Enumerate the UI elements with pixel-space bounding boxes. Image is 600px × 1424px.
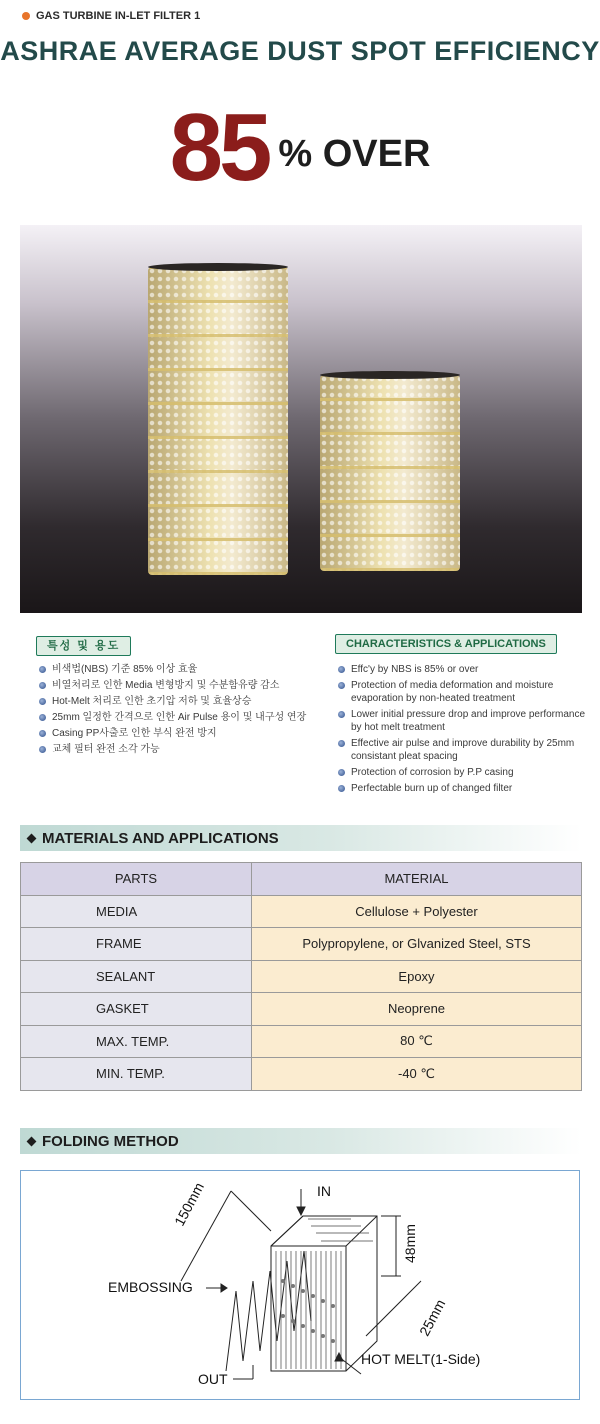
dim-25-label: 25mm — [416, 1296, 449, 1339]
hot-melt-label: HOT MELT(1-Side) — [361, 1351, 481, 1367]
list-item: Protection of corrosion by P.P casing — [337, 766, 587, 779]
dim-48-label: 48mm — [402, 1224, 418, 1263]
efficiency-hero — [0, 86, 600, 201]
list-item: 교체 필터 완전 소각 가능 — [38, 743, 313, 756]
orange-bullet-icon — [22, 12, 30, 20]
part-cell: FRAME — [21, 928, 252, 961]
hero-suffix: % OVER — [278, 133, 431, 175]
table-row — [21, 1025, 582, 1058]
part-cell: GASKET — [21, 993, 252, 1026]
hero-number: 85 — [169, 94, 269, 201]
list-item: Protection of media deformation and moisture evaporation by non-heated treatment — [337, 679, 587, 705]
features-en-heading: CHARACTERISTICS & APPLICATIONS — [335, 634, 557, 654]
features-ko-heading: 특성 및 용도 — [36, 636, 131, 656]
list-item: Effc'y by NBS is 85% or over — [337, 663, 587, 676]
table-row — [21, 928, 582, 961]
material-cell: Cellulose + Polyester — [252, 895, 582, 928]
part-cell: SEALANT — [21, 960, 252, 993]
folding-section-header — [20, 1128, 582, 1154]
pleat-pack-outline — [271, 1216, 377, 1371]
column-header-material: MATERIAL — [252, 863, 582, 896]
table-row — [21, 993, 582, 1026]
large-filter-cartridge — [148, 267, 288, 575]
features-ko-list — [38, 663, 313, 759]
column-header-parts: PARTS — [21, 863, 252, 896]
page-title: ASHRAE AVERAGE DUST SPOT EFFICIENCY — [0, 36, 600, 66]
in-label: IN — [317, 1183, 331, 1199]
table-header-row — [21, 863, 582, 896]
table-row — [21, 895, 582, 928]
part-cell: MIN. TEMP. — [21, 1058, 252, 1091]
table-row — [21, 960, 582, 993]
list-item: Hot-Melt 처리로 인한 초기압 저하 및 효율상승 — [38, 695, 313, 708]
material-cell: -40 ℃ — [252, 1058, 582, 1091]
material-cell: Polypropylene, or Glvanized Steel, STS — [252, 928, 582, 961]
material-cell: 80 ℃ — [252, 1025, 582, 1058]
embossing-label: EMBOSSING — [108, 1279, 193, 1295]
materials-section-header — [20, 825, 582, 851]
folding-section-title: FOLDING METHOD — [42, 1132, 179, 1150]
diamond-bullet-icon — [27, 833, 37, 843]
list-item: Lower initial pressure drop and improve performance by hot melt treatment — [337, 708, 587, 734]
small-filter-cartridge — [320, 375, 460, 571]
product-photo — [20, 225, 582, 613]
category-label — [22, 10, 200, 22]
part-cell: MAX. TEMP. — [21, 1025, 252, 1058]
diamond-bullet-icon — [27, 1136, 37, 1146]
materials-section-title: MATERIALS AND APPLICATIONS — [42, 829, 279, 847]
material-cell: Neoprene — [252, 993, 582, 1026]
list-item: Perfectable burn up of changed filter — [337, 782, 587, 795]
part-cell: MEDIA — [21, 895, 252, 928]
folding-drawing — [21, 1171, 579, 1399]
list-item: Effective air pulse and improve durability by 25mm consistant pleat spacing — [337, 737, 587, 763]
dim-25-line — [366, 1281, 421, 1336]
materials-table — [20, 862, 582, 1091]
list-item: 비색법(NBS) 기준 85% 이상 효율 — [38, 663, 313, 676]
folding-diagram — [20, 1170, 580, 1400]
list-item: Casing PP사출로 인한 부식 완전 방지 — [38, 727, 313, 740]
features-en-list — [337, 663, 587, 798]
list-item: 비열처리로 인한 Media 변형방지 및 수분함유량 감소 — [38, 679, 313, 692]
category-label-text: GAS TURBINE IN-LET FILTER 1 — [36, 10, 201, 22]
list-item: 25mm 일정한 간격으로 인한 Air Pulse 용이 및 내구성 연장 — [38, 711, 313, 724]
dim-150-label: 150mm — [171, 1179, 208, 1229]
table-row — [21, 1058, 582, 1091]
out-label: OUT — [198, 1371, 228, 1387]
media-zigzag — [226, 1251, 311, 1371]
material-cell: Epoxy — [252, 960, 582, 993]
